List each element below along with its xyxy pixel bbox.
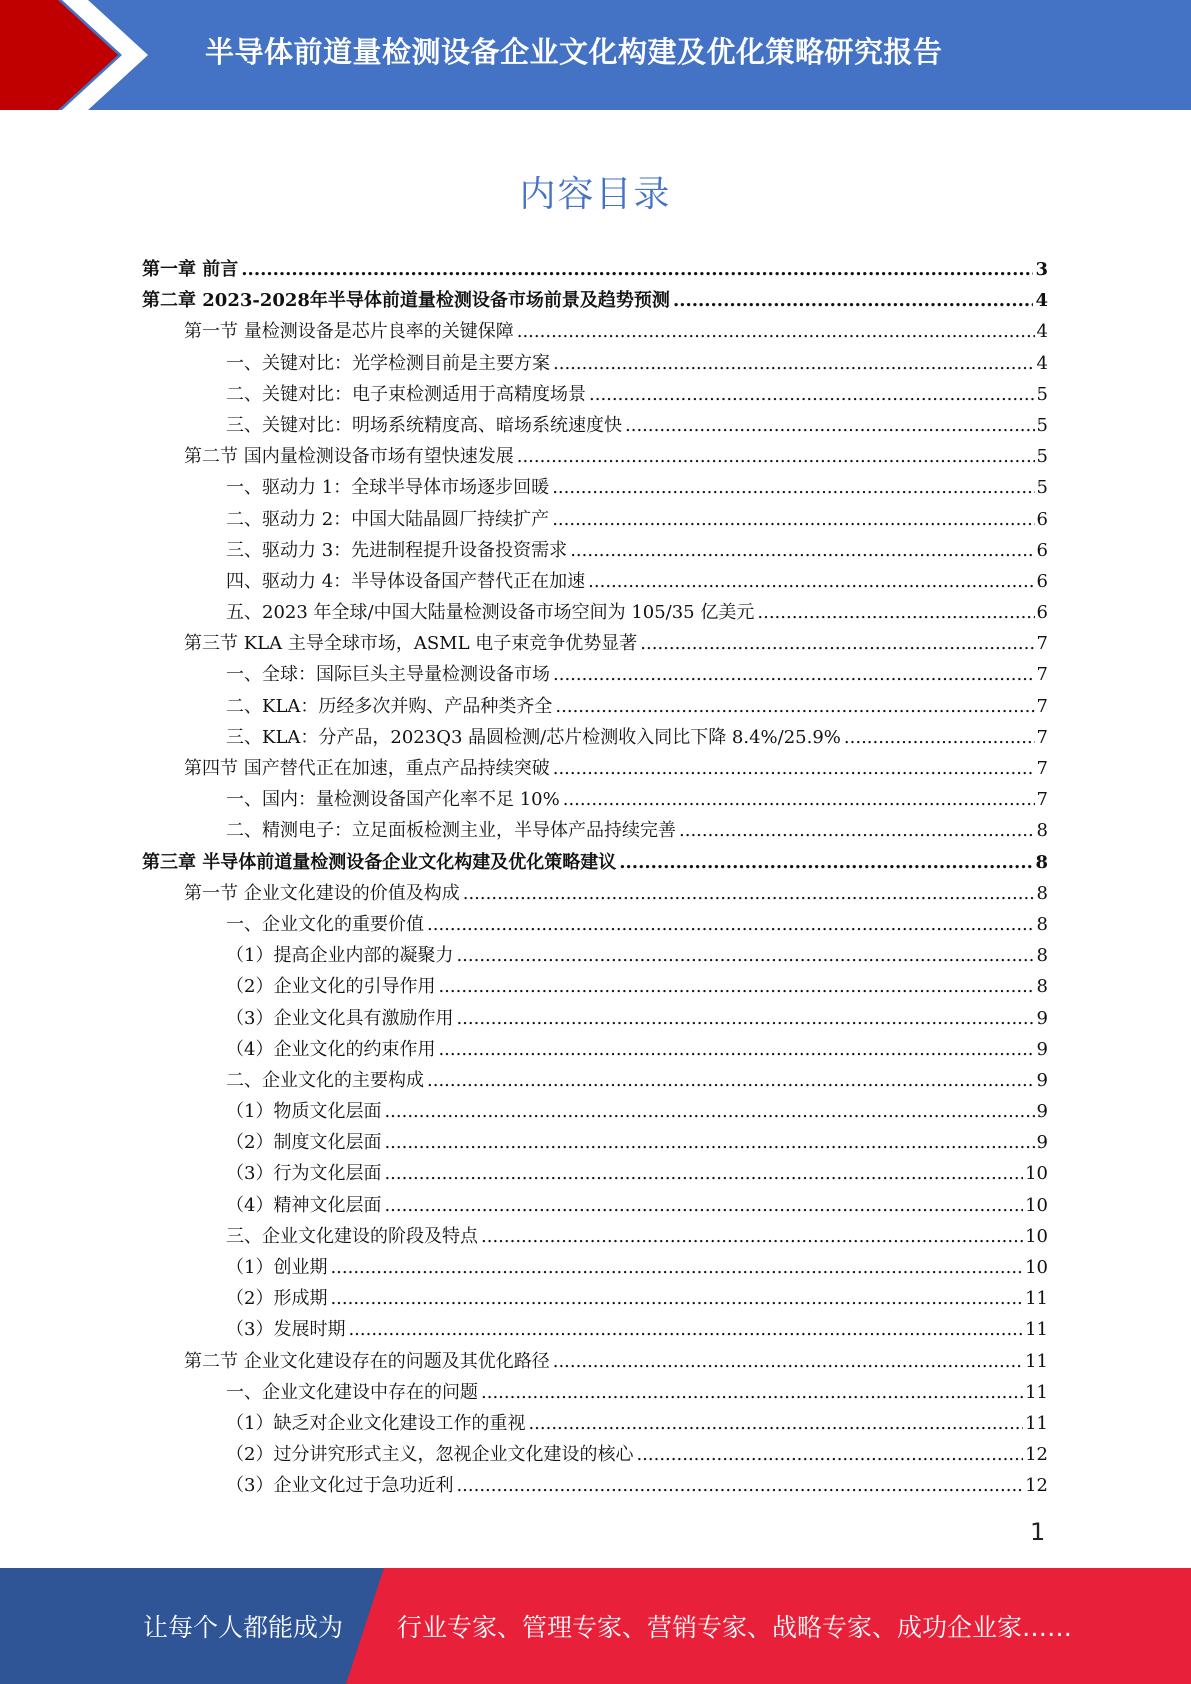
toc-entry-title: 二、精测电子：立足面板检测主业，半导体产品持续完善	[226, 820, 676, 842]
toc-entry-page: 9	[1036, 1069, 1048, 1091]
toc-entry-page: 9	[1036, 1038, 1048, 1060]
toc-entry[interactable]	[142, 285, 1048, 316]
toc-entry[interactable]	[142, 316, 1048, 347]
toc-entry[interactable]	[142, 815, 1048, 846]
toc-entry-title: （3）企业文化具有激励作用	[226, 1007, 454, 1029]
toc-dot-leader	[563, 784, 1035, 815]
toc-entry-page: 12	[1025, 1444, 1048, 1466]
toc-entry-title: 一、全球：国际巨头主导量检测设备市场	[226, 664, 550, 686]
toc-dot-leader	[427, 909, 1035, 940]
toc-dot-leader	[619, 847, 1033, 878]
toc-dot-leader	[384, 1096, 1034, 1127]
toc-entry-page: 6	[1036, 508, 1048, 530]
toc-entry-title: 二、关键对比：电子束检测适用于高精度场景	[226, 383, 586, 405]
toc-entry[interactable]	[142, 1034, 1048, 1065]
toc-entry[interactable]	[142, 254, 1048, 285]
toc-entry-title: 第二章 2023-2028年半导体前道量检测设备市场前景及趋势预测	[142, 290, 670, 312]
toc-dot-leader	[463, 878, 1035, 909]
toc-entry-title: 第二节 企业文化建设存在的问题及其优化路径	[184, 1350, 550, 1372]
toc-entry-title: （2）过分讲究形式主义，忽视企业文化建设的核心	[226, 1444, 634, 1466]
toc-dot-leader	[553, 753, 1035, 784]
toc-entry-page: 4	[1036, 321, 1048, 343]
toc-entry[interactable]	[142, 847, 1048, 878]
toc-entry-title: 第二节 国内量检测设备市场有望快速发展	[184, 446, 514, 468]
toc-dot-leader	[757, 597, 1034, 628]
toc-entry[interactable]	[142, 597, 1048, 628]
toc-entry[interactable]	[142, 628, 1048, 659]
toc-dot-leader	[481, 1377, 1023, 1408]
toc-dot-leader	[552, 504, 1034, 535]
toc-entry-title: 一、企业文化建设中存在的问题	[226, 1381, 478, 1403]
toc-entry[interactable]	[142, 1408, 1048, 1439]
table-of-contents	[142, 254, 1048, 1502]
toc-entry[interactable]	[142, 878, 1048, 909]
toc-entry-page: 3	[1035, 259, 1048, 280]
toc-entry-page: 9	[1036, 1007, 1048, 1029]
toc-entry[interactable]	[142, 566, 1048, 597]
toc-entry-page: 6	[1036, 602, 1048, 624]
header-banner	[0, 0, 1191, 110]
toc-entry-title: 第三章 半导体前道量检测设备企业文化构建及优化策略建议	[142, 851, 617, 873]
toc-entry-page: 5	[1036, 383, 1048, 405]
toc-entry-title: 第一节 量检测设备是芯片良率的关键保障	[184, 321, 514, 343]
toc-entry-title: 第一节 企业文化建设的价值及构成	[184, 882, 460, 904]
toc-entry-page: 7	[1036, 664, 1048, 686]
toc-entry-title: （1）缺乏对企业文化建设工作的重视	[226, 1412, 526, 1434]
toc-dot-leader	[555, 691, 1034, 722]
toc-entry[interactable]	[142, 722, 1048, 753]
toc-entry[interactable]	[142, 971, 1048, 1002]
toc-entry[interactable]	[142, 504, 1048, 535]
toc-entry-page: 12	[1025, 1475, 1048, 1497]
toc-entry[interactable]	[142, 909, 1048, 940]
toc-dot-leader	[456, 1470, 1023, 1501]
toc-dot-leader	[427, 1065, 1035, 1096]
toc-entry-page: 11	[1025, 1350, 1048, 1372]
toc-entry[interactable]	[142, 1252, 1048, 1283]
toc-dot-leader	[456, 1003, 1034, 1034]
toc-entry-page: 5	[1036, 477, 1048, 499]
toc-entry-title: 三、驱动力 3：先进制程提升设备投资需求	[226, 539, 568, 561]
toc-entry[interactable]	[142, 472, 1048, 503]
toc-dot-leader	[679, 815, 1035, 846]
toc-entry-page: 5	[1036, 414, 1048, 436]
toc-entry-page: 11	[1025, 1381, 1048, 1403]
toc-entry-title: 一、国内：量检测设备国产化率不足 10%	[226, 789, 560, 811]
toc-entry-title: （3）企业文化过于急功近利	[226, 1475, 454, 1497]
toc-dot-leader	[552, 472, 1034, 503]
toc-entry[interactable]	[142, 784, 1048, 815]
toc-entry-title: 五、2023 年全球/中国大陆量检测设备市场空间为 105/35 亿美元	[226, 602, 755, 624]
toc-entry-title: 一、关键对比：光学检测目前是主要方案	[226, 352, 550, 374]
toc-entry-page: 8	[1036, 882, 1048, 904]
toc-dot-leader	[384, 1190, 1023, 1221]
toc-entry[interactable]	[142, 535, 1048, 566]
toc-entry-page: 7	[1036, 695, 1048, 717]
toc-dot-leader	[517, 316, 1035, 347]
toc-entry[interactable]	[142, 1314, 1048, 1345]
toc-entry[interactable]	[142, 940, 1048, 971]
toc-entry[interactable]	[142, 1096, 1048, 1127]
toc-dot-leader	[588, 566, 1034, 597]
toc-dot-leader	[384, 1158, 1023, 1189]
toc-entry[interactable]	[142, 441, 1048, 472]
toc-entry-title: （2）制度文化层面	[226, 1132, 382, 1154]
toc-entry-title: （4）企业文化的约束作用	[226, 1038, 436, 1060]
toc-entry[interactable]	[142, 753, 1048, 784]
toc-entry-title: 一、驱动力 1：全球半导体市场逐步回暖	[226, 477, 550, 499]
toc-dot-leader	[640, 628, 1034, 659]
toc-heading: 内容目录	[519, 174, 672, 215]
toc-entry-page: 10	[1025, 1194, 1048, 1216]
toc-entry-title: 第四节 国产替代正在加速，重点产品持续突破	[184, 758, 550, 779]
toc-dot-leader	[384, 1127, 1034, 1158]
footer-slogan-left: 让每个人都能成为	[143, 1613, 344, 1642]
toc-dot-leader	[673, 285, 1034, 316]
toc-entry[interactable]	[142, 348, 1048, 379]
toc-entry[interactable]	[142, 1065, 1048, 1096]
toc-dot-leader	[625, 410, 1035, 441]
footer-slogan-right: 行业专家、管理专家、营销专家、战略专家、成功企业家……	[397, 1613, 1073, 1642]
toc-dot-leader	[330, 1252, 1023, 1283]
toc-entry-page: 10	[1025, 1225, 1048, 1247]
toc-entry-page: 9	[1036, 1101, 1048, 1123]
toc-entry-title: 第三节 KLA 主导全球市场，ASML 电子束竞争优势显著	[184, 633, 638, 655]
toc-entry[interactable]	[142, 1470, 1048, 1501]
toc-entry-page: 4	[1036, 352, 1048, 374]
toc-dot-leader	[456, 940, 1034, 971]
toc-entry-title: 四、驱动力 4：半导体设备国产替代正在加速	[226, 570, 586, 592]
toc-entry-page: 10	[1025, 1257, 1048, 1278]
toc-dot-leader	[241, 254, 1033, 285]
toc-entry-title: （3）行为文化层面	[226, 1163, 382, 1185]
toc-entry-page: 8	[1036, 945, 1048, 967]
toc-dot-leader	[553, 348, 1035, 379]
toc-entry-title: （2）形成期	[226, 1288, 328, 1310]
toc-entry[interactable]	[142, 659, 1048, 690]
toc-dot-leader	[553, 659, 1035, 690]
toc-entry-page: 8	[1035, 851, 1048, 873]
toc-entry-page: 11	[1025, 1412, 1048, 1434]
toc-entry[interactable]	[142, 1439, 1048, 1470]
toc-entry-page: 5	[1036, 446, 1048, 468]
toc-dot-leader	[636, 1439, 1023, 1470]
toc-entry-title: （2）企业文化的引导作用	[226, 976, 436, 998]
toc-dot-leader	[438, 971, 1034, 1002]
toc-entry-title: （3）发展时期	[226, 1319, 346, 1341]
toc-entry[interactable]	[142, 1377, 1048, 1408]
toc-entry-title: 第一章 前言	[142, 259, 239, 280]
toc-entry-page: 7	[1036, 633, 1048, 655]
toc-entry-title: 三、企业文化建设的阶段及特点	[226, 1225, 478, 1247]
toc-dot-leader	[844, 722, 1035, 753]
toc-entry[interactable]	[142, 410, 1048, 441]
toc-entry-page: 8	[1036, 976, 1048, 998]
toc-entry-page: 11	[1025, 1319, 1048, 1341]
toc-entry[interactable]	[142, 1190, 1048, 1221]
toc-entry-title: （1）物质文化层面	[226, 1101, 382, 1123]
toc-dot-leader	[348, 1314, 1023, 1345]
toc-entry-page: 4	[1035, 290, 1048, 312]
toc-entry-title: 三、关键对比：明场系统精度高、暗场系统速度快	[226, 414, 622, 436]
toc-entry-page: 9	[1036, 1132, 1048, 1154]
toc-dot-leader	[517, 441, 1035, 472]
toc-entry[interactable]	[142, 1346, 1048, 1377]
toc-entry-page: 7	[1036, 789, 1048, 811]
toc-entry-title: 二、驱动力 2：中国大陆晶圆厂持续扩产	[226, 508, 550, 530]
toc-entry-title: 二、KLA：历经多次并购、产品种类齐全	[226, 695, 553, 717]
toc-entry[interactable]	[142, 379, 1048, 410]
toc-entry-page: 8	[1036, 913, 1048, 935]
toc-entry-page: 7	[1036, 726, 1048, 748]
toc-entry[interactable]	[142, 691, 1048, 722]
toc-entry-title: 三、KLA：分产品，2023Q3 晶圆检测/芯片检测收入同比下降 8.4%/25.9%	[226, 726, 841, 748]
footer-banner	[0, 1568, 1191, 1684]
toc-entry[interactable]	[142, 1221, 1048, 1252]
toc-entry-page: 10	[1025, 1163, 1048, 1185]
toc-entry-title: 二、企业文化的主要构成	[226, 1069, 424, 1091]
toc-dot-leader	[330, 1283, 1023, 1314]
toc-entry-title: （4）精神文化层面	[226, 1194, 382, 1216]
toc-entry-title: （1）提高企业内部的凝聚力	[226, 945, 454, 967]
toc-dot-leader	[553, 1346, 1023, 1377]
toc-entry-page: 6	[1036, 570, 1048, 592]
toc-dot-leader	[481, 1221, 1023, 1252]
page-number: 1	[1030, 1518, 1046, 1546]
toc-entry-page: 11	[1025, 1288, 1048, 1310]
toc-entry-page: 8	[1036, 820, 1048, 842]
toc-entry[interactable]	[142, 1158, 1048, 1189]
toc-entry-page: 7	[1036, 758, 1048, 779]
toc-dot-leader	[589, 379, 1035, 410]
toc-entry-title: 一、企业文化的重要价值	[226, 913, 424, 935]
toc-dot-leader	[570, 535, 1034, 566]
toc-entry-title: （1）创业期	[226, 1257, 328, 1278]
toc-entry[interactable]	[142, 1283, 1048, 1314]
toc-entry-page: 6	[1036, 539, 1048, 561]
report-title: 半导体前道量检测设备企业文化构建及优化策略研究报告	[205, 35, 943, 69]
toc-entry[interactable]	[142, 1127, 1048, 1158]
toc-entry[interactable]	[142, 1003, 1048, 1034]
toc-dot-leader	[528, 1408, 1023, 1439]
toc-dot-leader	[438, 1034, 1034, 1065]
